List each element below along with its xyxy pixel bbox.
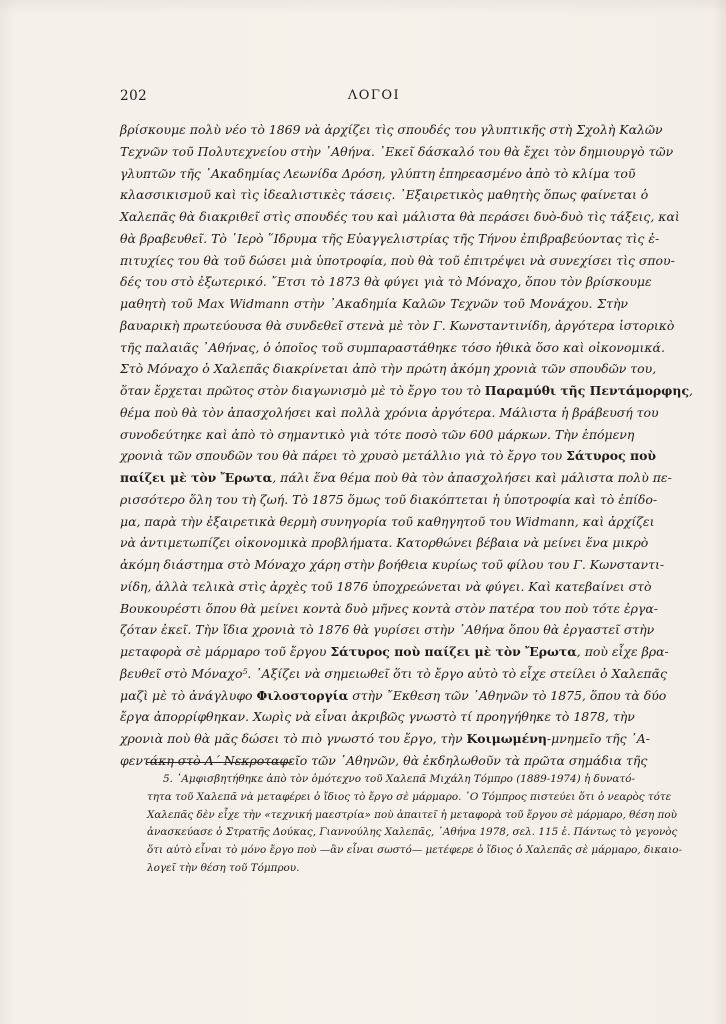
- footnote-line: 5. ᾿Αμφισβητήθηκε ἀπὸ τὸν ὁμότεχνο τοῦ Χαλεπᾶ Μιχάλη Τόμπρο (1889-1974) ἡ δυνατό-: [163, 773, 635, 785]
- text-line: [120, 598, 658, 620]
- artwork-title: παίζει μὲ τὸν Ἔρωτα: [120, 470, 273, 485]
- text-run: ἀκόμη διάστημα στὸ Μόναχο χάρη στὴν βοήθεια κυρίως τοῦ φίλου του Γ. Κωνσταντι-: [120, 557, 665, 572]
- text-line: [120, 706, 635, 728]
- text-line: [120, 663, 667, 685]
- text-line: [120, 511, 655, 533]
- text-line: [120, 554, 665, 576]
- text-run: γλυπτῶν τῆς ᾿Ακαδημίας Λεωνίδα Δρόση, γλύπτη ἐπηρεασμένο ἀπὸ τὸ κλίμα τοῦ: [120, 165, 636, 181]
- text-line: [120, 641, 669, 663]
- main-text: [120, 119, 694, 772]
- text-run: μα, παρὰ τὴν ἐξαιρετικὰ θερμὴ συνηγορία τοῦ καθηγητοῦ του Widmann, καὶ ἀρχίζει: [120, 513, 655, 529]
- text-run: βρίσκουμε πολὺ νέο τὸ 1869 νὰ ἀρχίζει τὶς σπουδές του γλυπτικῆς στὴ Σχολὴ Καλῶν: [120, 122, 663, 137]
- text-run: χρονιὰ τῶν σπουδῶν του θὰ πάρει τὸ χρυσὸ μετάλλιο γιὰ τὸ ἔργο του: [120, 448, 567, 464]
- text-run: νὰ ἀντιμετωπίζει οἰκονομικὰ προβλήματα. Κατορθώνει βέβαια νὰ μείνει ἕνα μικρὸ: [120, 535, 649, 551]
- text-run: χρονιὰ ποὺ θὰ μᾶς δώσει τὸ πιὸ γνωστό του ἔργο, τὴν: [120, 731, 467, 746]
- text-run: βαυαρικὴ πρωτεύουσα θὰ συνδεθεῖ στενὰ μὲ τὸν Γ. Κωνσταντινίδη, ἀργότερα ἱστορικὸ: [120, 317, 675, 333]
- text-line: [120, 206, 680, 228]
- text-run: , ποὺ εἶχε βρα-: [576, 644, 669, 659]
- artwork-title: Σάτυρος ποὺ παίζει μὲ τὸν Ἔρωτα: [330, 644, 577, 659]
- text-run: κλασσικισμοῦ καὶ τὶς ἰδεαλιστικὲς τάσεις. ᾿Εξαιρετικὸς μαθητὴς ὅπως φαίνεται ὁ: [120, 187, 649, 203]
- text-run: ἔργα ἀπορρίφθηκαν. Χωρὶς νὰ εἶναι ἀκριβῶς γνωστὸ τί προηγήθηκε τὸ 1878, τὴν: [120, 709, 635, 725]
- artwork-title: Σάτυρος ποὺ: [566, 448, 657, 464]
- artwork-title: Παραμύθι τῆς Πεντάμορφης: [484, 383, 690, 398]
- text-line: [120, 119, 663, 141]
- text-run: μεταφορὰ σὲ μάρμαρο τοῦ ἔργου: [120, 644, 331, 659]
- text-run: Στὸ Μόναχο ὁ Χαλεπᾶς διακρίνεται ἀπὸ τὴν πρώτη ἀκόμη χρονιὰ τῶν σπουδῶν του,: [120, 361, 657, 377]
- artwork-title: Φιλοστοργία: [256, 687, 349, 703]
- text-run: ,: [689, 383, 694, 398]
- text-run: Τεχνῶν τοῦ Πολυτεχνείου στὴν ᾿Αθήνα. ᾿Εκεῖ δάσκαλό του θὰ ἔχει τὸν δημιουργὸ τῶν: [120, 143, 674, 159]
- footnote-line: τητα τοῦ Χαλεπᾶ νὰ μεταφέρει ὁ ἴδιος τὸ ἔργο σὲ μάρμαρο. ῾Ο Τόμπρος πιστεύει ὅτι ὁ νεαρὸς τότε: [147, 790, 672, 803]
- footnote-line: λογεῖ τὴν θέση τοῦ Τόμπρου.: [147, 861, 300, 874]
- text-run: θέμα ποὺ θὰ τὸν ἀπασχολήσει καὶ πολλὰ χρόνια ἀργότερα. Μάλιστα ἡ βράβευσή του: [120, 404, 659, 420]
- text-run: στὴν ῎Εκθεση τῶν ᾿Αθηνῶν τὸ 1875, ὅπου τὰ δύο: [348, 687, 667, 703]
- text-run: φεντάκη στὸ Α΄ Νεκροταφεῖο τῶν ᾿Αθηνῶν, θὰ ἐκδηλωθοῦν τὰ πρῶτα σημάδια τῆς: [120, 752, 648, 768]
- text-line: [120, 445, 657, 467]
- page-shadow: [0, 0, 726, 14]
- text-run: Βουκουρέστι ὅπου θὰ μείνει κοντὰ δυὸ μῆνες κοντὰ στὸν πατέρα του ποὺ τότε ἐργα-: [120, 600, 658, 616]
- text-line: [120, 619, 655, 641]
- text-run: θὰ βραβευθεῖ. Τὸ ῾Ιερὸ ῞Ιδρυμα τῆς Εὐαγγελιστρίας τῆς Τήνου ἐπιβραβεύοντας τὶς ἐ-: [120, 230, 660, 246]
- text-run: τῆς παλαιᾶς ᾿Αθήνας, ὁ ὁποῖος τοῦ συμπαραστάθηκε τόσο ἠθικὰ ὅσο καὶ οἰκονομικά.: [120, 339, 665, 355]
- text-run: ρισσότερο ὅλη του τὴ ζωή. Τὸ 1875 ὅμως τοῦ διακόπτεται ἡ ὑποτροφία καὶ τὸ ἐπίδο-: [120, 491, 658, 507]
- text-line: [120, 380, 694, 402]
- text-line: [120, 184, 649, 206]
- text-line: [120, 271, 652, 293]
- text-run: πιτυχίες του θὰ τοῦ δώσει μιὰ ὑποτροφία, ποὺ θὰ τοῦ ἐπιτρέψει νὰ συνεχίσει τὶς σπου-: [120, 252, 675, 268]
- footnote-line: ὅτι αὐτὸ εἶναι τὸ μόνο ἔργο ποὺ —ἂν εἶναι σωστό— μετέφερε ὁ ἴδιος ὁ Χαλεπᾶς σὲ μάρμαρο, δικαιο-: [147, 844, 682, 857]
- footnote-line: Χαλεπᾶς δὲν εἶχε τὴν «τεχνική μαεστρία» ποὺ ἀπαιτεῖ ἡ μεταφορὰ τοῦ ἔργου σὲ μάρμαρο, θέση ποὺ: [147, 808, 677, 821]
- artwork-title: Κοιμωμένη: [466, 731, 547, 746]
- text-line: [120, 467, 672, 489]
- text-run: βευθεῖ στὸ Μόναχο⁵. ᾿Αξίζει νὰ σημειωθεῖ ὅτι τὸ ἔργο αὐτὸ τὸ εἶχε στείλει ὁ Χαλεπᾶς: [120, 665, 667, 681]
- text-line: [120, 489, 658, 511]
- text-run: , πάλι ἕνα θέμα ποὺ θὰ τὸν ἀπασχολήσει καὶ μάλιστα πολὺ πε-: [272, 470, 672, 485]
- text-run: δές του στὸ ἐξωτερικό. ῎Ετσι τὸ 1873 θὰ φύγει γιὰ τὸ Μόναχο, ὅπου τὸν βρίσκουμε: [120, 274, 652, 290]
- text-run: ὅταν ἔρχεται πρῶτος στὸν διαγωνισμὸ μὲ τὸ ἔργο του τὸ: [120, 383, 485, 398]
- text-run: Χαλεπᾶς θὰ διακριθεῖ στὶς σπουδές του καὶ μάλιστα θὰ περάσει δυὸ-δυὸ τὶς τάξεις, καὶ: [120, 209, 680, 224]
- text-run: -μνημεῖο τῆς ᾿Α-: [546, 731, 650, 746]
- text-run: ζόταν ἐκεῖ. Τὴν ἴδια χρονιὰ τὸ 1876 θὰ γυρίσει στὴν ᾿Αθήνα ὅπου θὰ ἐργαστεῖ στὴν: [120, 622, 655, 638]
- text-line: [120, 576, 652, 598]
- text-line: [120, 424, 635, 446]
- text-line: [120, 750, 648, 772]
- text-line: [120, 685, 667, 707]
- text-line: [120, 293, 628, 315]
- page-header: [120, 88, 628, 108]
- text-run: συνοδεύτηκε καὶ ἀπὸ τὸ σημαντικὸ γιὰ τότε ποσὸ τῶν 600 μάρκων. Τὴν ἑπόμενη: [120, 426, 635, 442]
- text-line: [120, 141, 674, 163]
- text-line: [120, 228, 660, 250]
- text-line: [120, 402, 659, 424]
- text-run: νίδη, ἀλλὰ τελικὰ στὶς ἀρχὲς τοῦ 1876 ὑποχρεώνεται νὰ φύγει. Καὶ κατεβαίνει στὸ: [120, 578, 652, 594]
- text-run: μαθητὴ τοῦ Max Widmann στὴν ᾿Ακαδημία Καλῶν Τεχνῶν τοῦ Μονάχου. Στὴν: [120, 296, 628, 311]
- text-line: [120, 358, 657, 380]
- text-line: [120, 250, 675, 272]
- page-number: 202: [120, 88, 148, 104]
- footnote-separator: [147, 762, 292, 763]
- text-line: [120, 728, 650, 750]
- text-line: [120, 315, 675, 337]
- text-line: [120, 163, 636, 185]
- running-head: ΛΟΓΟΙ: [347, 88, 401, 103]
- text-line: [120, 532, 649, 554]
- footnotes: [147, 771, 682, 878]
- text-run: μαζὶ μὲ τὸ ἀνάγλυφο: [120, 687, 257, 703]
- text-line: [120, 337, 665, 359]
- footnote-line: ἀνασκεύασε ὁ Στρατῆς Δούκας, Γιαννούλης Χαλεπᾶς, ᾿Αθήνα 1978, σελ. 115 ἑ. Πάντως τὸ γεγονὸς: [147, 826, 678, 839]
